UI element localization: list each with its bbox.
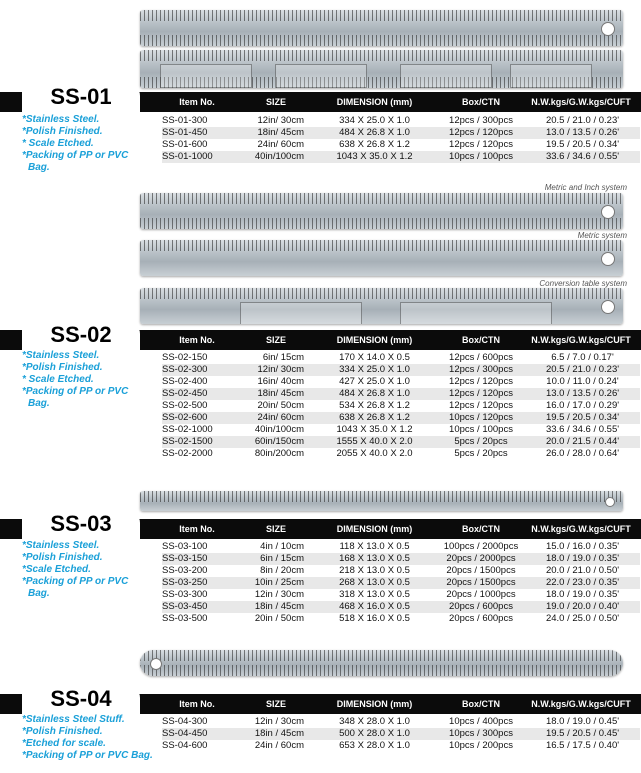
table-cell: 1043 X 35.0 X 1.2	[312, 151, 437, 163]
table-cell: 10.0 / 11.0 / 0.24'	[546, 376, 619, 387]
table-cell: 468 X 16.0 X 0.5	[312, 601, 437, 613]
table-cell: SS-01-600	[162, 139, 208, 150]
col-header-dimension: DIMENSION (mm)	[336, 335, 413, 345]
table-cell: SS-04-300	[162, 716, 208, 727]
col-header-item: Item No.	[179, 699, 215, 709]
table-cell: 1555 X 40.0 X 2.0	[312, 436, 437, 448]
table-cell: 12pcs / 120pcs	[437, 388, 525, 400]
table-cell: 1043 X 35.0 X 1.2	[336, 424, 413, 435]
feature: *Packing of PP or PVC Bag.	[22, 750, 153, 761]
table-cell: 20pcs / 600pcs	[449, 613, 513, 624]
table-cell: SS-04-450	[162, 728, 232, 740]
col-header-size: SIZE	[265, 699, 286, 709]
table-cell: 20pcs / 1500pcs	[437, 577, 525, 589]
table-cell: 13.0 / 13.5 / 0.26'	[525, 388, 640, 400]
table-cell: 268 X 13.0 X 0.5	[312, 577, 437, 589]
table-row	[162, 352, 640, 364]
table-cell: 24.0 / 25.0 / 0.50'	[545, 613, 620, 624]
table-cell: 10pcs / 120pcs	[437, 412, 525, 424]
table-cell: 12pcs / 300pcs	[449, 115, 513, 126]
table-cell: 653 X 28.0 X 1.0	[339, 740, 410, 751]
ruler-image-ss01-bottom	[140, 50, 623, 88]
spec-table-ss02	[162, 352, 640, 460]
table-cell: 24in / 60cm	[254, 740, 304, 751]
col-header-weight: N.W.kgs/G.W.kgs/CUFT	[531, 699, 631, 709]
table-row	[162, 424, 640, 436]
features-ss01	[22, 114, 128, 174]
col-header-dimension: DIMENSION (mm)	[336, 97, 413, 107]
table-cell: 16.5 / 17.5 / 0.40'	[545, 740, 620, 751]
table-cell: SS-02-1500	[162, 436, 232, 448]
table-row	[162, 400, 640, 412]
feature: *Polish Finished.	[22, 362, 103, 373]
table-row	[162, 436, 640, 448]
spec-table-ss03	[162, 541, 640, 625]
table-cell: SS-03-100	[162, 541, 208, 552]
feature: Bag.	[28, 398, 50, 409]
table-cell: 20in/ 50cm	[257, 400, 304, 411]
table-cell: 6in/ 15cm	[262, 352, 304, 363]
ruler-image-ss02-metric	[140, 240, 623, 276]
table-cell: SS-01-1000	[162, 151, 232, 163]
table-cell: 19.5 / 20.5 / 0.34'	[545, 139, 620, 150]
table-cell: 22.0 / 23.0 / 0.35'	[525, 577, 640, 589]
table-cell: 6.5 / 7.0 / 0.17'	[551, 352, 614, 363]
table-cell: SS-02-450	[162, 388, 232, 400]
table-cell: SS-01-450	[162, 127, 232, 139]
table-cell: 100pcs / 2000pcs	[443, 541, 519, 552]
table-cell: 218 X 13.0 X 0.5	[339, 565, 410, 576]
table-cell: 168 X 13.0 X 0.5	[312, 553, 437, 565]
table-cell: 534 X 26.8 X 1.2	[339, 400, 410, 411]
table-row	[162, 553, 640, 565]
table-cell: 12pcs / 120pcs	[449, 376, 513, 387]
table-cell: 10in / 25cm	[232, 577, 312, 589]
table-cell: 12pcs / 300pcs	[437, 364, 525, 376]
table-cell: 118 X 13.0 X 0.5	[339, 541, 410, 552]
col-header-box: Box/CTN	[462, 699, 500, 709]
col-header-dimension: DIMENSION (mm)	[336, 699, 413, 709]
sku-title-ss04: SS-04	[22, 684, 140, 714]
table-cell: 20pcs / 2000pcs	[437, 553, 525, 565]
table-cell: 10pcs / 100pcs	[437, 151, 525, 163]
table-cell: 18in / 45cm	[232, 728, 312, 740]
table-cell: 10pcs / 200pcs	[449, 740, 513, 751]
table-cell: 33.6 / 34.6 / 0.55'	[525, 151, 640, 163]
feature: *Polish Finished.	[22, 726, 103, 737]
sku-title-ss01: SS-01	[22, 82, 140, 112]
sku-title-ss02: SS-02	[22, 320, 140, 350]
col-header-box: Box/CTN	[462, 524, 500, 534]
table-row	[162, 740, 640, 752]
table-cell: SS-02-400	[162, 376, 208, 387]
ruler-image-ss02-conversion	[140, 288, 623, 324]
table-row	[162, 448, 640, 460]
col-header-size: SIZE	[265, 97, 286, 107]
ruler-image-ss01-top	[140, 10, 623, 46]
features-ss03	[22, 540, 128, 600]
table-cell: 318 X 13.0 X 0.5	[339, 589, 410, 600]
col-header-box: Box/CTN	[462, 97, 500, 107]
feature: Bag.	[28, 162, 50, 173]
table-cell: 18in / 45cm	[232, 601, 312, 613]
table-row	[162, 716, 640, 728]
spec-table-ss04	[162, 716, 640, 752]
ruler-image-ss02-metric-inch	[140, 193, 623, 229]
table-cell: SS-02-500	[162, 400, 208, 411]
table-row	[162, 115, 640, 127]
col-header-dimension: DIMENSION (mm)	[336, 524, 413, 534]
feature: *Packing of PP or PVC	[22, 576, 129, 587]
feature: * Scale Etched.	[22, 138, 94, 149]
table-cell: SS-04-600	[162, 740, 208, 751]
table-cell: 20pcs / 600pcs	[437, 601, 525, 613]
table-cell: 348 X 28.0 X 1.0	[339, 716, 410, 727]
feature: *Etched for scale.	[22, 738, 106, 749]
feature: Bag.	[28, 588, 50, 599]
table-cell: 20.0 / 21.0 / 0.50'	[545, 565, 620, 576]
table-cell: 10pcs / 400pcs	[449, 716, 513, 727]
col-header-item: Item No.	[179, 335, 215, 345]
table-cell: 20pcs / 1500pcs	[446, 565, 516, 576]
table-cell: SS-03-450	[162, 601, 232, 613]
table-cell: 170 X 14.0 X 0.5	[339, 352, 410, 363]
table-cell: 20.5 / 21.0 / 0.23'	[545, 115, 620, 126]
table-row	[162, 601, 640, 613]
feature: *Stainless Steel.	[22, 114, 100, 125]
features-ss02	[22, 350, 128, 410]
feature: * Scale Etched.	[22, 374, 94, 385]
table-cell: 20pcs / 1000pcs	[446, 589, 516, 600]
col-header-size: SIZE	[265, 524, 286, 534]
col-header-item: Item No.	[179, 97, 215, 107]
table-cell: 13.0 / 13.5 / 0.26'	[525, 127, 640, 139]
table-cell: 484 X 26.8 X 1.0	[312, 388, 437, 400]
table-cell: 18.0 / 19.0 / 0.35'	[545, 589, 620, 600]
table-cell: 24in/ 60cm	[232, 412, 312, 424]
table-cell: 334 X 25.0 X 1.0	[339, 115, 410, 126]
feature: *Stainless Steel.	[22, 540, 100, 551]
col-header-size: SIZE	[265, 335, 286, 345]
feature: *Packing of PP or PVC	[22, 386, 129, 397]
table-cell: 638 X 26.8 X 1.2	[339, 139, 410, 150]
table-cell: 40in/100cm	[254, 424, 304, 435]
table-cell: 10pcs / 100pcs	[449, 424, 513, 435]
table-cell: 16.0 / 17.0 / 0.29'	[545, 400, 620, 411]
table-cell: SS-02-300	[162, 364, 232, 376]
table-cell: 20.5 / 21.0 / 0.23'	[525, 364, 640, 376]
table-row	[162, 728, 640, 740]
table-cell: 334 X 25.0 X 1.0	[312, 364, 437, 376]
table-cell: 26.0 / 28.0 / 0.64'	[545, 448, 620, 459]
table-row	[162, 412, 640, 424]
table-cell: 12pcs / 120pcs	[449, 139, 513, 150]
table-cell: 4in / 10cm	[260, 541, 304, 552]
table-cell: 5pcs / 20pcs	[454, 448, 508, 459]
feature: *Stainless Steel.	[22, 350, 100, 361]
table-row	[162, 151, 640, 163]
table-cell: 18in/ 45cm	[232, 388, 312, 400]
table-cell: 6in / 15cm	[232, 553, 312, 565]
ruler-image-ss04	[140, 650, 623, 676]
table-row	[162, 127, 640, 139]
feature: *Polish Finished.	[22, 552, 103, 563]
table-cell: 18.0 / 19.0 / 0.35'	[525, 553, 640, 565]
table-cell: 80in/200cm	[254, 448, 304, 459]
table-cell: 19.5 / 20.5 / 0.34'	[525, 412, 640, 424]
table-row	[162, 541, 640, 553]
feature: *Stainless Steel Stuff.	[22, 714, 125, 725]
col-header-weight: N.W.kgs/G.W.kgs/CUFT	[531, 97, 631, 107]
table-cell: 10pcs / 300pcs	[437, 728, 525, 740]
table-cell: SS-03-500	[162, 613, 208, 624]
table-cell: 33.6 / 34.6 / 0.55'	[545, 424, 620, 435]
col-header-item: Item No.	[179, 524, 215, 534]
table-cell: 500 X 28.0 X 1.0	[312, 728, 437, 740]
table-cell: SS-03-250	[162, 577, 232, 589]
table-cell: 12pcs / 600pcs	[449, 352, 513, 363]
table-cell: 8in / 20cm	[260, 565, 304, 576]
col-header-weight: N.W.kgs/G.W.kgs/CUFT	[531, 335, 631, 345]
table-cell: SS-03-200	[162, 565, 208, 576]
table-cell: 427 X 25.0 X 1.0	[339, 376, 410, 387]
table-cell: 5pcs / 20pcs	[437, 436, 525, 448]
ruler-image-ss03	[140, 491, 623, 511]
table-row	[162, 376, 640, 388]
caption-metric: Metric system	[577, 231, 627, 240]
table-cell: 60in/150cm	[232, 436, 312, 448]
table-cell: 20.0 / 21.5 / 0.44'	[525, 436, 640, 448]
table-row	[162, 589, 640, 601]
table-cell: SS-03-300	[162, 589, 208, 600]
table-cell: SS-02-150	[162, 352, 208, 363]
table-row	[162, 565, 640, 577]
spec-table-ss01	[162, 115, 640, 163]
table-cell: 12in/ 30cm	[232, 364, 312, 376]
table-row	[162, 613, 640, 625]
table-cell: 12pcs / 120pcs	[449, 400, 513, 411]
table-cell: 12in / 30cm	[254, 589, 304, 600]
table-cell: 40in/100cm	[232, 151, 312, 163]
table-cell: 12in / 30cm	[254, 716, 304, 727]
table-cell: 518 X 16.0 X 0.5	[339, 613, 410, 624]
table-cell: 24in/ 60cm	[257, 139, 304, 150]
table-cell: 12in/ 30cm	[257, 115, 304, 126]
caption-metric-inch: Metric and Inch system	[544, 183, 627, 192]
table-cell: 638 X 26.8 X 1.2	[312, 412, 437, 424]
col-header-box: Box/CTN	[462, 335, 500, 345]
table-cell: 2055 X 40.0 X 2.0	[336, 448, 413, 459]
table-cell: 19.0 / 20.0 / 0.40'	[525, 601, 640, 613]
table-cell: SS-02-1000	[162, 424, 213, 435]
table-cell: SS-02-2000	[162, 448, 213, 459]
table-cell: 20in / 50cm	[254, 613, 304, 624]
col-header-weight: N.W.kgs/G.W.kgs/CUFT	[531, 524, 631, 534]
table-cell: SS-01-300	[162, 115, 208, 126]
sku-title-ss03: SS-03	[22, 509, 140, 539]
table-cell: SS-03-150	[162, 553, 232, 565]
table-cell: 12pcs / 120pcs	[437, 127, 525, 139]
feature: *Polish Finished.	[22, 126, 103, 137]
features-ss04	[22, 714, 153, 762]
feature: *Scale Etched.	[22, 564, 91, 575]
feature: *Packing of PP or PVC	[22, 150, 129, 161]
table-cell: 18in/ 45cm	[232, 127, 312, 139]
table-row	[162, 577, 640, 589]
table-cell: 16in/ 40cm	[257, 376, 304, 387]
table-cell: 18.0 / 19.0 / 0.45'	[545, 716, 620, 727]
table-row	[162, 139, 640, 151]
table-row	[162, 364, 640, 376]
caption-conversion: Conversion table system	[539, 279, 627, 288]
table-cell: 15.0 / 16.0 / 0.35'	[545, 541, 620, 552]
table-cell: 484 X 26.8 X 1.0	[312, 127, 437, 139]
table-row	[162, 388, 640, 400]
table-cell: SS-02-600	[162, 412, 232, 424]
table-cell: 19.5 / 20.5 / 0.45'	[525, 728, 640, 740]
